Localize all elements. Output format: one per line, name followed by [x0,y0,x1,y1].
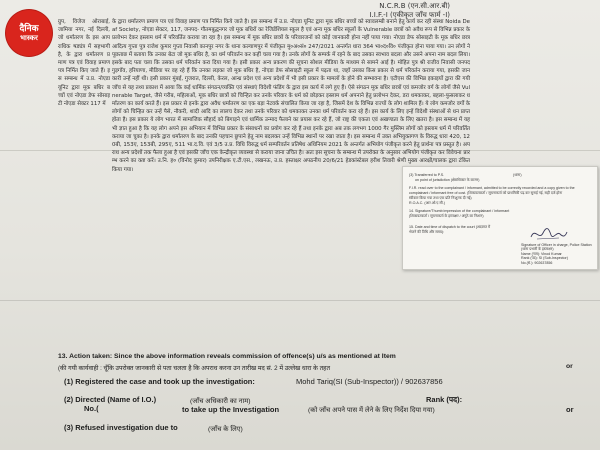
or-label-2: or [566,405,574,414]
item-2-take: to take up the Investigation [182,405,280,414]
card-line: (थाना) [513,173,522,177]
item-1-value: Mohd Tariq(SI (Sub-Inspector)) / 902637856 [296,377,443,386]
sig-line: Rank (पद): SI (Sub-Inspector) [521,256,568,261]
item-3-label: (3) Refused investigation due to [64,423,178,432]
item-2-hindi: (जाँच अधिकारी का नाम) [190,398,251,405]
item-2-label: (2) Directed (Name of I.O.) [64,395,157,404]
card-line: 15. Date and time of dispatch to the court (अदालत में [409,225,491,229]
item-1-label: (1) Registered the case and took up the investigation: [64,377,255,386]
logo-line-1: दैनिक [19,23,39,34]
body-text [112,18,470,174]
body-text-left [58,18,110,108]
sig-line: Signature of Officer in charge, Police Station [521,243,592,247]
form-code: I.I.F.-I (एकीकृत जाँच फार्म -I) [369,11,450,19]
action-taken-hindi: (की गयी कार्यवाही : चूँकि उपरोक्त जानकारी से पता चलता है कि अपराध करना उन तारीख मद सं. 2 में उल्लेख धारा के तहत [58,365,330,372]
logo-line-2: भास्कर [20,33,38,42]
body-paragraph: के द्वारा धर्मांतरण प्रमाण पत्र एवं विवाह प्रमाण पत्र निर्मित किये जाते है। इस सम्बन्ध में उ.प्र. नोएडा यूनिट द्वारा मूक बधिर बच्चों को स्वावलम्बी बनाने हेतु कार्य कर रही संस्था Noida Deaf Society, नोएडा सेक्टर, 117, जनपद- गौतमबुद्धनगर जो मूक बधिरों का रेजिडेंशियल स्कूल है एवं अन्य मूक बधिर स्कूलों के Vulnerable छात्रों को अवैध रूप से विभिन्न प्रकार के प्रलोभन देकर इस्लाम धर्म में परिवर्तित कराया जा रहा है। इस सम्बन्ध में मूक बधिर छात्रों के परिवारजनों को कोई जानकारी होना नहीं पाया गया। नोएडा डेफ सोसाइटी के मूक बधिर छात्र आदित्य गुप्ता पुत्र राजेश कुमार गुप्ता निवासी कानपुर नगर के थाना कल्याणपुर में पंजीकृत मु०अ०सं० 247/2021 अन्तर्गत धारा 364 भा०द०वि० पंजीकृत होना पाया गया। उन लोगों ने पूछताछ में बताया कि उनका बेटा जो मूक बधिर है, का धर्म परिवर्तन कर कहीं चला गया है। उनके लोगों के सम्पर्क में रहने के बाद उसका स्वभाव बदला और उसने अपना नाम बदल लिया। इसके बाद पता चला कि उसका धर्म परिवर्तन करा दिया गया है। इसी प्रकार अन्य प्रकरण की सूचना सोशल मीडिया के माध्यम से सामने आई है। मोहित पुत्र श्री राजीव निवासी जनपद गुड़गाँव, हरियाणा, मीडिया पर वह रहे हैं कि उनका लड़का जो मूक बधिर है, नोएडा डेफ सोसाइटी स्कूल में पढ़ता था, जहाँ उसका किस प्रकार से धर्म परिवर्तन कराया गया, इसकी जानकारी उन्हें नहीं थी। इसी प्रकार मुंबई, गुजरात, दिल्ली, केरल, आन्ध्र प्रदेश एवं अन्य प्रदेशों में भी इसी प्रकार के मामलों के होने की सम्भावना है। एटीएस की विभिन्न इकाइयों द्वारा की गयी जाँच से यह तथ्य प्रकाश में आया कि कई धार्मिक संगठन/व्यक्ति एवं संस्थाएं विदेशी फंडिंग के द्वारा इस कार्य में लगे हुए हैं। ऐसे संगठन मूक बधिर छात्रों एवं कमजोर वर्ग के लोगों जैसे Vulnerable Target, जैसे गरीब, महिलाओं, मूक बधिर छात्रों को चिन्हित कर उनके परिवार के धर्म को छोड़कर इस्लाम धर्म अपनाने हेतु प्रलोभन देकर, डरा धमकाकर, बहला-फुसलाकर धर्मांतरण का कार्य करते हैं। इस प्रकार से इनके द्वारा अवैध धर्मांतरण का एक बड़ा नेटवर्क संचालित किया जा रहा है, जिसमें देश के विभिन्न राज्यों के लोग शामिल हैं। ये लोग कमजोर वर्गों के लोगों को चिन्हित कर उन्हें पैसे, नौकरी, शादी आदि का लालच देकर तथा उनके परिवार को धमकाकर उनका धर्म परिवर्तन करा रहे हैं। इस कार्य के लिए इन्हें विदेशी संस्थाओं से धन प्राप्त होता है। इस प्रकार ये लोग भारत में सामाजिक सौहार्द को बिगाड़ने एवं धार्मिक उन्माद फैलाने का प्रयास कर रहे हैं, जो राष्ट्र की एकता एवं अखण्डता के लिए खतरा है। इस सम्बन्ध में यह भी ज्ञात हुआ है कि यह लोग अपने इस अभियान में विभिन्न प्रकार के संसाधनों का प्रयोग कर रहे हैं तथा इनके द्वारा अब तक लगभग 1000 गैर मुस्लिम लोगों को इस्लाम धर्म में परिवर्तित कराया जा चुका है। इनके द्वारा धर्मांतरण के बाद उनकी पहचान छुपाने हेतु नाम बदलकर उन्हें विभिन्न स्थानों पर रखा जाता है। इस सम्बन्ध में उक्त अभियुक्तगण के विरुद्ध धारा 420, 120बी, 153ए, 153बी, 295ए, 511 भा.द.वि. एवं 3/5 उ.प्र. विधि विरुद्ध धर्म सम्परिवर्तन प्रतिषेध अधिनियम 2021 के अन्तर्गत अभियोग पंजीकृत करने हेतु प्रार्थना पत्र प्रस्तुत है। अपराध अन्य प्रदेशों तक फैला हुआ है एवं इसकी जाँच एक केन्द्रीकृत व्यवस्था से कराया जाना उचित है। अतः इस सूचना के सम्बन्ध में उपरोक्त के अनुसार अभियोग पंजीकृत कर विवेचना प्रारम्भ करने का कष्ट करें। उ.नि. ह० (विनोद कुमार) उपनिरीक्षक ए.टी.एस., लखनऊ, उ.प्र. हस्ताक्षर अपठनीय 20/6/21 हेडकांस्टेबल हरीश तिवारी श्रेणी मुख्य आरक्षी/चालक द्वारा टंकित किया गया। [112,19,470,173]
sig-line: (थाना प्रभारी के हस्ताक्षर) [521,247,554,252]
card-line: स्वीकार किया गया तथा एक प्रति निःशुल्क दी गई) [409,196,472,200]
card-line: R.O.A.C. (आर.ओ.ए.सी.) [409,201,445,205]
item-3-hindi: (जाँच के लिए) [208,426,243,433]
card-line: F.I.R. read over to the complainant / informant, admitted to be correctly recorded and a copy given to the [409,186,575,190]
card-line: (शिकायतकर्ता / सूचनाकर्ता के हस्ताक्षर / अंगूठे का निशान) [409,214,484,218]
body-left-paragraph: ग्रुप, विजेज ओराबाई, जामिया नगर, नई दिल्ली, जो धर्मांतरण के इस आपराधिक षड्यंत्र में सहभागी है, के द्वारा धर्मांतरण प्रमाण पत्र एवं विवाह प्रमाण पत्र निर्मित किए जाते हैं। इस सम्बन्ध में उ.प्र. नोएडा यूनिट द्वारा मूक बधिर बच्चों एवं नोएडा डेफ सोसाइटी नोएडा सेक्टर 117 में [58,19,110,108]
item-2-rank: Rank (पद): [426,395,463,404]
officer-signature-block [521,243,592,265]
sig-line: Name (नाम): Vinod Kumar [521,251,562,256]
card-line: 14. Signature/Thumb impression of the complainant / informant [409,209,510,213]
item-2-take-hindi: (को जाँच अपने पास में लेने के लिए निर्देश दिया गया) [308,407,435,414]
or-label-1: or [566,363,573,370]
card-line: भेजने की तिथि और समय): [409,230,445,234]
dainik-bhaskar-logo [6,10,52,56]
inset-document-card [402,166,598,270]
card-line: complainant / informant free of cost. (शिकायतकर्ता / सूचनाकर्ता को प्राथमिकी पढ़ कर सुनाई गई, सही दर्ज होना [409,191,563,195]
paper-fold [0,300,600,301]
ncrb-label: N.C.R.B (एन.सी.आर.बी) [379,2,450,10]
card-line: on point of jurisdiction (क्षेत्राधिकार के कारण) [415,178,480,182]
action-taken-heading: 13. Action taken: Since the above information reveals commission of offence(s) u/s as mentioned at Item [58,353,396,360]
sig-line: No.(सं.): 902637856 [521,260,553,265]
card-line: (3) Transferred to P.S. [409,173,445,177]
officer-signature [529,225,569,243]
item-2-no: No.( [84,404,99,413]
